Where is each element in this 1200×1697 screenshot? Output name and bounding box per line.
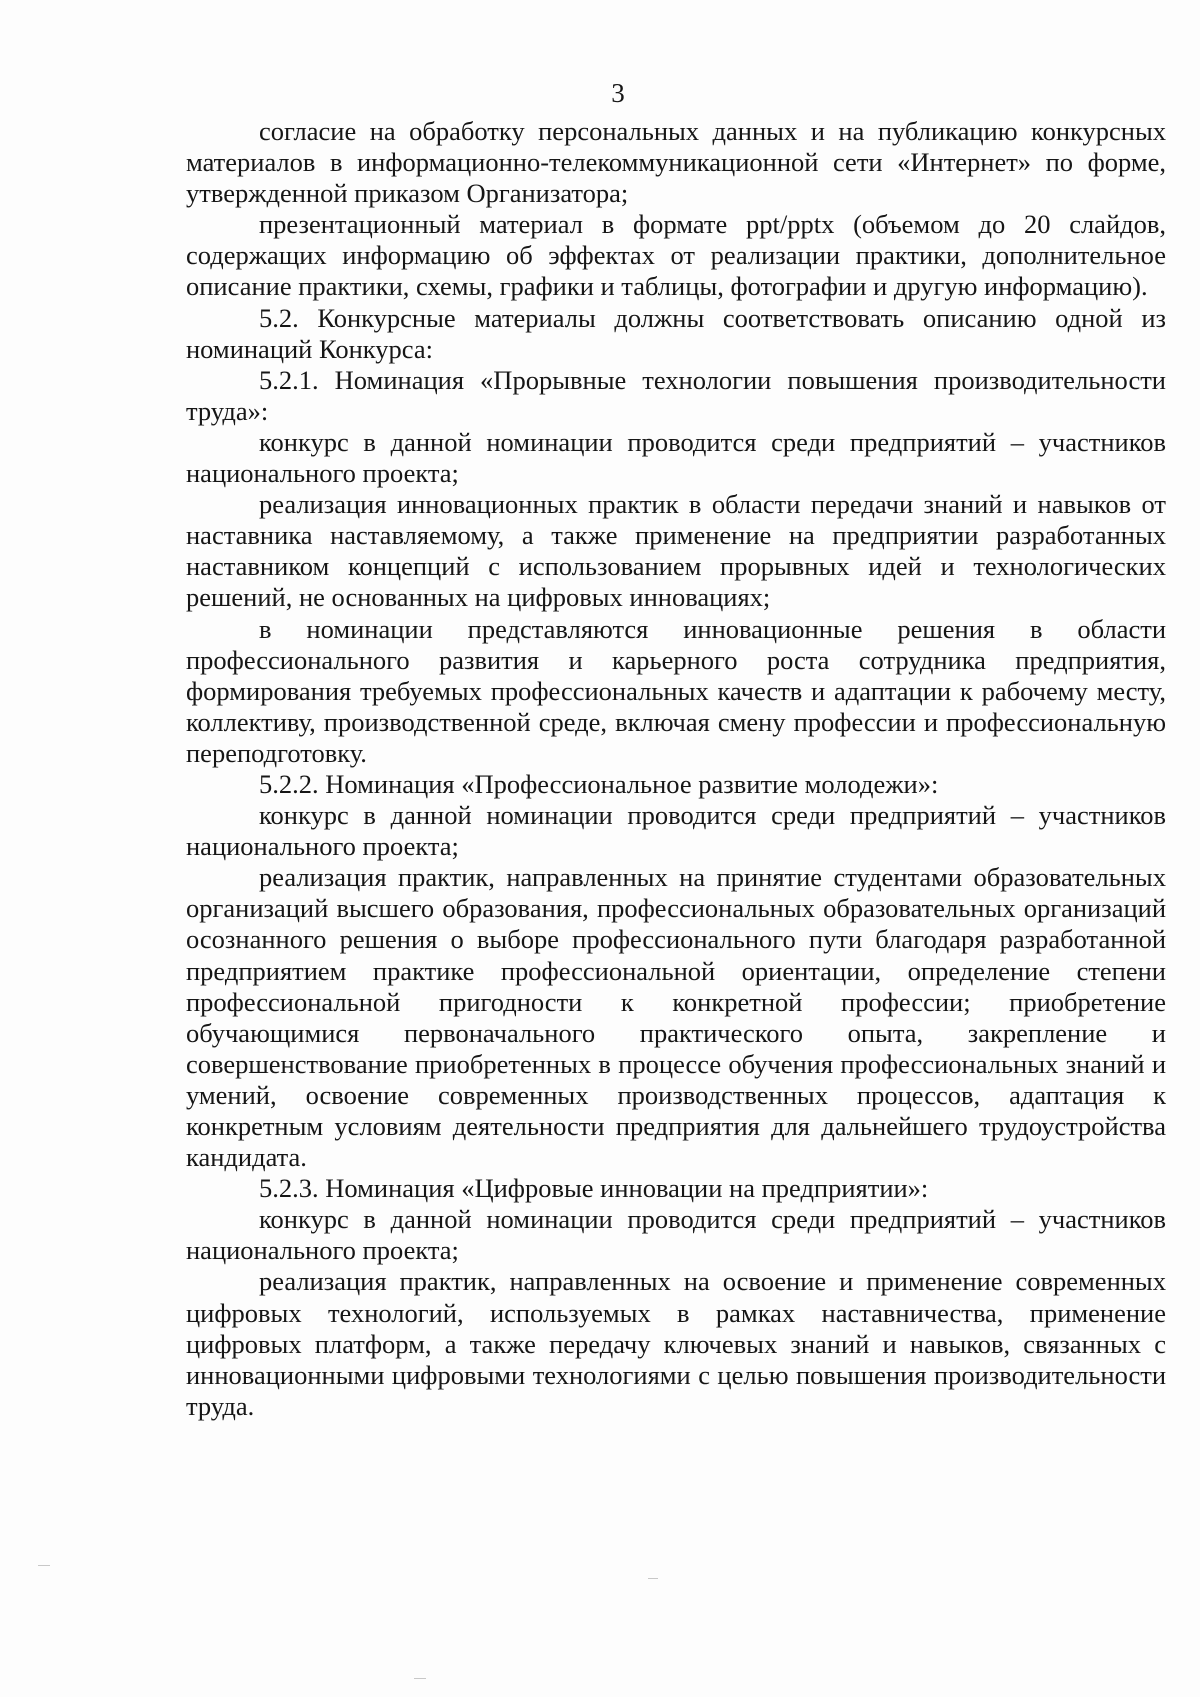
scan-artifact — [38, 1565, 50, 1566]
scan-artifact — [648, 1578, 658, 1579]
paragraph-5-2-3-contest: конкурс в данной номинации проводится среди предприятий – участников национального проекта; — [186, 1204, 1166, 1266]
paragraph-5-2-1-solutions: в номинации представляются инновационные решения в области профессионального развития и карьерного роста сотрудника предприятия, формирования требуемых профессиональных качеств и адаптации к рабочему месту, коллективу, производственной среде, включая смену профессии и профессиональную переподготовку. — [186, 613, 1166, 768]
heading-5-2-1: 5.2.1. Номинация «Прорывные технологии повышения производительности труда»: — [186, 364, 1166, 426]
paragraph-5-2: 5.2. Конкурсные материалы должны соответствовать описанию одной из номинаций Конкурса: — [186, 302, 1166, 364]
heading-5-2-3: 5.2.3. Номинация «Цифровые инновации на предприятии»: — [259, 1173, 929, 1204]
paragraph-presentation: презентационный материал в формате ppt/pptx (объемом до 20 слайдов, содержащих информацию об эффектах от реализации практики, дополнительное описание практики, схемы, графики и таблицы, фотографии и другую информацию). — [186, 209, 1166, 302]
paragraph-5-2-2-practices: реализация практик, направленных на принятие студентами образовательных организаций высшего образования, профессиональных образовательных организаций осознанного решения о выборе профессионального пути благодаря разработанной предприятием практике профессиональной ориентации, определение степени профессиональной пригодности к конкретной профессии; приобретение обучающимися первоначального практического опыта, закрепление и совершенствование приобретенных в процессе обучения профессиональных знаний и умений, освоение современных производственных процессов, адаптация к конкретным условиям деятельности предприятия для дальнейшего трудоустройства кандидата. — [186, 862, 1166, 1173]
heading-5-2-2: 5.2.2. Номинация «Профессиональное развитие молодежи»: — [259, 768, 939, 799]
paragraph-5-2-3-practices: реализация практик, направленных на освоение и применение современных цифровых технологий, используемых в рамках наставничества, применение цифровых платформ, а также передачу ключевых знаний и навыков, связанных с инновационными цифровыми технологиями с целью повышения производительности труда. — [186, 1266, 1166, 1421]
page-number: 3 — [611, 78, 625, 108]
paragraph-consent: согласие на обработку персональных данных и на публикацию конкурсных материалов в информационно-телекоммуникационной сети «Интернет» по форме, утвержденной приказом Организатора; — [186, 116, 1166, 209]
scan-artifact — [414, 1678, 426, 1679]
paragraph-5-2-2-contest: конкурс в данной номинации проводится среди предприятий – участников национального проекта; — [186, 800, 1166, 862]
body-text — [186, 116, 1166, 1422]
paragraph-5-2-1-contest: конкурс в данной номинации проводится среди предприятий – участников национального проекта; — [186, 426, 1166, 489]
paragraph-5-2-1-practices: реализация инновационных практик в области передачи знаний и навыков от наставника наставляемому, а также применение на предприятии разработанных наставником концепций с использованием прорывных идей и технологических решений, не основанных на цифровых инновациях; — [186, 489, 1166, 613]
